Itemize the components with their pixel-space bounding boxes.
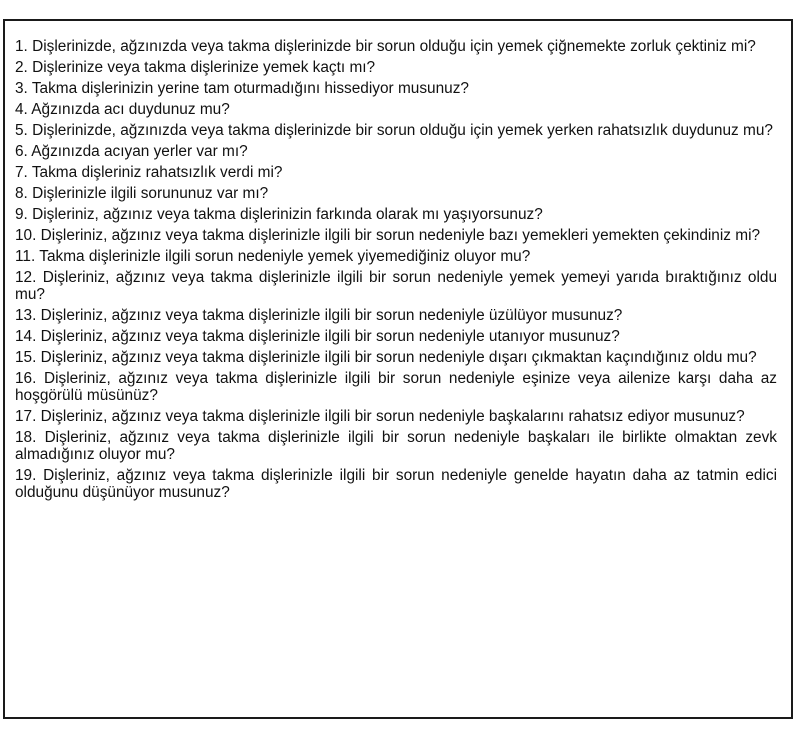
question-17: 17. Dişleriniz, ağzınız veya takma dişlerinizle ilgili bir sorun nedeniyle başkalarını rahatsız ediyor musunuz? <box>15 408 745 425</box>
question-19: 19. Dişleriniz, ağzınız veya takma dişlerinizle ilgili bir sorun nedeniyle genelde hayatın daha az tatmin edici olduğunu düşünüyor musunuz? <box>15 467 777 501</box>
question-14: 14. Dişleriniz, ağzınız veya takma dişlerinizle ilgili bir sorun nedeniyle utanıyor musunuz? <box>15 328 620 345</box>
question-8: 8. Dişlerinizle ilgili sorununuz var mı? <box>15 185 269 202</box>
question-4: 4. Ağzınızda acı duydunuz mu? <box>15 101 230 118</box>
question-10: 10. Dişleriniz, ağzınız veya takma dişlerinizle ilgili bir sorun nedeniyle bazı yemekleri yemekten çekindiniz mi? <box>15 227 761 244</box>
question-1: 1. Dişlerinizde, ağzınızda veya takma dişlerinizde bir sorun olduğu için yemek çiğnemekte zorluk çektiniz mi? <box>15 38 756 55</box>
question-18: 18. Dişleriniz, ağzınız veya takma dişlerinizle ilgili bir sorun nedeniyle başkaları ile birlikte olmaktan zevk almadığınız oluyor mu? <box>15 429 777 463</box>
question-13: 13. Dişleriniz, ağzınız veya takma dişlerinizle ilgili bir sorun nedeniyle üzülüyor musunuz? <box>15 307 623 324</box>
question-12: 12. Dişleriniz, ağzınız veya takma dişlerinizle ilgili bir sorun nedeniyle yemek yemeyi yarıda bıraktığınız oldu mu? <box>15 269 777 303</box>
question-11: 11. Takma dişlerinizle ilgili sorun nedeniyle yemek yiyemediğiniz oluyor mu? <box>15 248 531 265</box>
question-2: 2. Dişlerinize veya takma dişlerinize yemek kaçtı mı? <box>15 59 376 76</box>
question-3: 3. Takma dişlerinizin yerine tam oturmadığını hissediyor musunuz? <box>15 80 469 97</box>
question-5: 5. Dişlerinizde, ağzınızda veya takma dişlerinizde bir sorun olduğu için yemek yerken rahatsızlık duydunuz mu? <box>15 122 773 139</box>
question-6: 6. Ağzınızda acıyan yerler var mı? <box>15 143 248 160</box>
question-15: 15. Dişleriniz, ağzınız veya takma dişlerinizle ilgili bir sorun nedeniyle dışarı çıkmaktan kaçındığınız oldu mu? <box>15 349 757 366</box>
question-9: 9. Dişleriniz, ağzınız veya takma dişlerinizin farkında olarak mı yaşıyorsunuz? <box>15 206 543 223</box>
question-list <box>5 21 791 501</box>
question-7: 7. Takma dişleriniz rahatsızlık verdi mi? <box>15 164 283 181</box>
questionnaire-box <box>3 19 793 719</box>
question-16: 16. Dişleriniz, ağzınız veya takma dişlerinizle ilgili bir sorun nedeniyle eşinize veya ailenize karşı daha az hoşgörülü müsünüz? <box>15 370 777 404</box>
